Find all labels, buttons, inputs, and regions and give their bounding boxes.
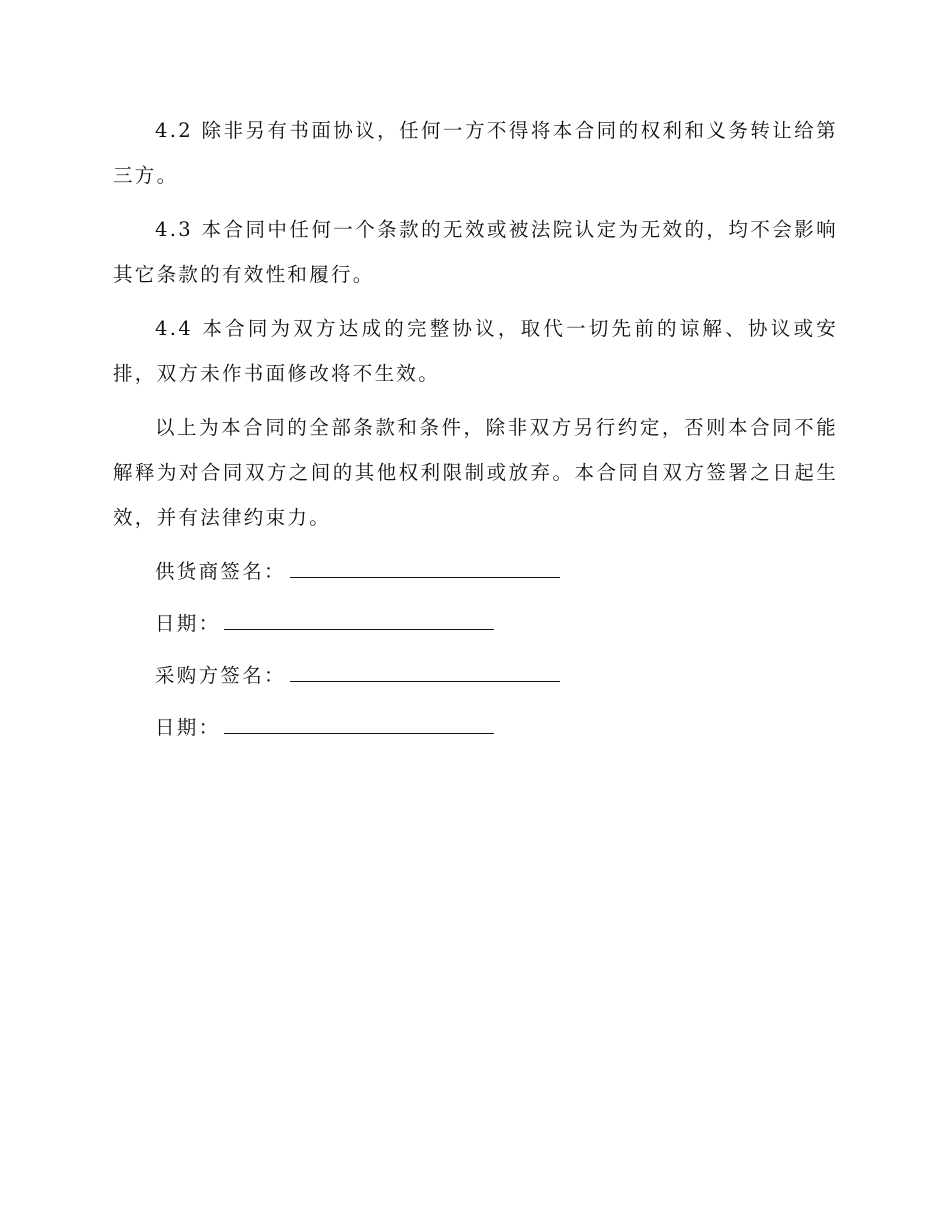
document-body bbox=[113, 108, 838, 757]
supplier-signature-line bbox=[113, 549, 838, 594]
purchaser-date-field[interactable] bbox=[224, 711, 494, 734]
supplier-date-line bbox=[113, 601, 838, 646]
purchaser-date-line bbox=[113, 705, 838, 750]
supplier-signature-label: 供货商签名： bbox=[155, 560, 286, 583]
clause-4-2: 4.2 除非另有书面协议，任何一方不得将本合同的权利和义务转让给第三方。 bbox=[113, 119, 838, 187]
supplier-date-field[interactable] bbox=[224, 607, 494, 630]
clause-4-3: 4.3 本合同中任何一个条款的无效或被法院认定为无效的，均不会影响其它条款的有效性和履行。 bbox=[113, 218, 838, 286]
purchaser-signature-field[interactable] bbox=[290, 659, 560, 682]
clause-4-4: 4.4 本合同为双方达成的完整协议，取代一切先前的谅解、协议或安排，双方未作书面修改将不生效。 bbox=[113, 317, 838, 385]
purchaser-signature-line bbox=[113, 653, 838, 698]
supplier-date-label: 日期： bbox=[155, 612, 221, 635]
closing-paragraph: 以上为本合同的全部条款和条件，除非双方另行约定，否则本合同不能解释为对合同双方之间的其他权利限制或放弃。本合同自双方签署之日起生效，并有法律约束力。 bbox=[113, 416, 838, 529]
purchaser-date-label: 日期： bbox=[155, 716, 221, 739]
purchaser-signature-label: 采购方签名： bbox=[155, 664, 286, 687]
supplier-signature-field[interactable] bbox=[290, 555, 560, 578]
